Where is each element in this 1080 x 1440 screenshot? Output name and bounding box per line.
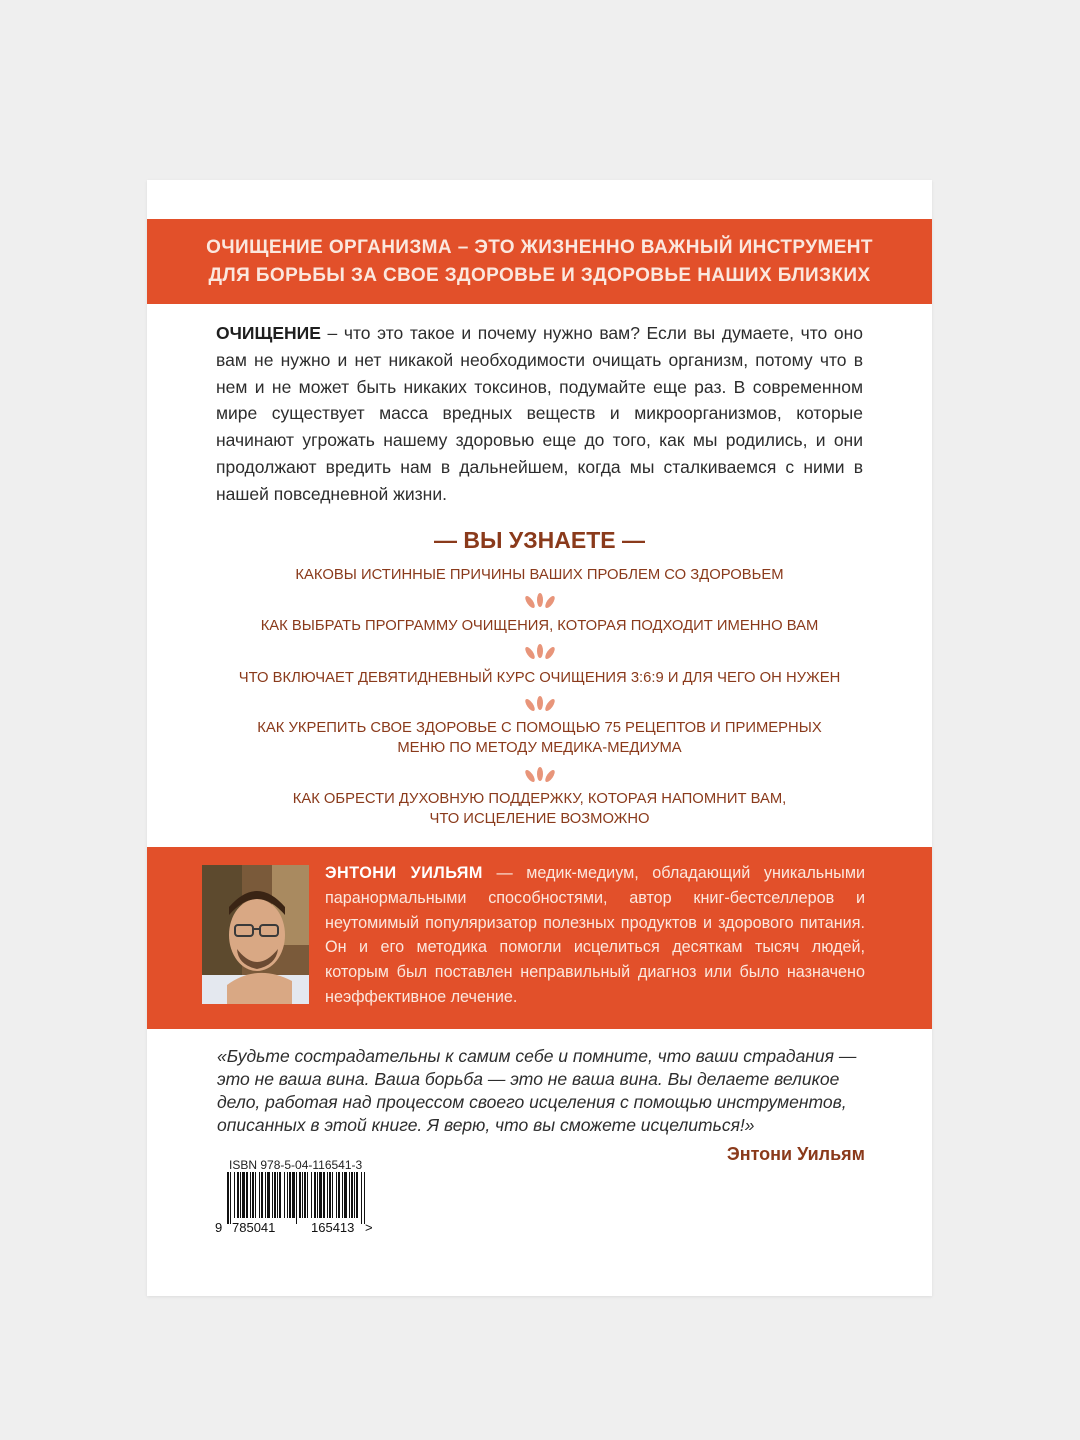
barcode-bar [259,1172,260,1218]
learn-item [207,616,872,636]
learn-section-title: — ВЫ УЗНАЕТЕ — [434,527,645,553]
intro-text: – что это такое и почему нужно вам? Если вы думаете, что оно вам не нужно и нет никакой необходимости очищать организм, потому что в нем и не может быть никаких токсинов, подумайте еще раз. В современном мире существует масса вредных веществ и микроорганизмов, которые начинают угрожать нашему здоровью еще до того, как мы родились, и они продолжают вредить нам в дальнейшем, когда мы сталкиваемся с ними в нашей повседневной жизни. [216,323,863,504]
barcode-bar [279,1172,281,1218]
learn-item-line-1: ЧТО ВКЛЮЧАЕТ ДЕВЯТИДНЕВНЫЙ КУРС ОЧИЩЕНИЯ 3:6:9 И ДЛЯ ЧЕГО ОН НУЖЕН [238,670,841,686]
barcode-bar [317,1172,318,1218]
author-quote: «Будьте сострадательны к самим себе и помните, что ваши страдания — это не ваша вина. Ваша борьба — это не ваша вина. Вы делаете великое дело, работая над процессом своего исцеления с помощью инструментов, описанных в этой книге. Я верю, что вы сможете исцелиться!» [217,1046,857,1135]
barcode-digit-lead: 9 [215,1220,223,1234]
barcode-bar [332,1172,333,1218]
barcode-bar [265,1172,266,1218]
barcode-bar [255,1172,256,1218]
barcode-bar [287,1172,288,1218]
barcode-bar [296,1172,297,1224]
barcode-bar [240,1172,241,1218]
learn-item-line-1: КАК ОБРЕСТИ ДУХОВНУЮ ПОДДЕРЖКУ, КОТОРАЯ НАПОМНИТ ВАМ, [292,791,787,807]
learn-item [207,718,872,758]
book-back-cover [147,180,932,1296]
barcode-bar [302,1172,303,1218]
barcode-bar [230,1172,231,1224]
barcode-bar [250,1172,251,1218]
learn-item [207,789,872,829]
barcode-bar [304,1172,306,1218]
top-banner [147,219,932,304]
barcode-bar [292,1172,295,1218]
barcode-bar [299,1172,301,1218]
learn-item-line-1: КАК УКРЕПИТЬ СВОЕ ЗДОРОВЬЕ С ПОМОЩЬЮ 75 РЕЦЕПТОВ И ПРИМЕРНЫХ [257,720,822,736]
isbn-label: ISBN 978-5-04-116541-3 [229,1158,363,1172]
author-name: ЭНТОНИ УИЛЬЯМ [325,864,483,882]
barcode-bar [311,1172,312,1218]
barcode-bar [277,1172,278,1218]
learn-item-line-1: КАК ВЫБРАТЬ ПРОГРАММУ ОЧИЩЕНИЯ, КОТОРАЯ ПОДХОДИТ ИМЕННО ВАМ [260,618,819,634]
barcode-digits-left: 785041 [232,1220,276,1234]
barcode-bar [329,1172,331,1218]
barcode-digits-right: 165413 [311,1220,355,1234]
author-bio [325,861,865,1010]
barcode-bar [349,1172,350,1218]
barcode-bar [314,1172,316,1218]
quote-author: Энтони Уильям [726,1144,865,1164]
leaf-divider-icon [515,693,565,713]
author-band [147,847,932,1029]
barcode-digit-trail: > [365,1220,373,1234]
barcode-bar [344,1172,347,1218]
barcode-bar [261,1172,263,1218]
barcode-bar [242,1172,245,1218]
intro-lead: ОЧИЩЕНИЕ [216,323,321,343]
barcode-bar [284,1172,285,1218]
author-bio-text: — медик-медиум, обладающий уникальными паранормальными способностями, автор книг-бестселлеров и неутомимый популяризатор полезных продуктов и здорового питания. Он и его методика помогли исцелиться десяткам тысяч людей, которым был поставлен неправильный диагноз или было назначено неэффективное лечение. [325,864,865,1006]
barcode-bar [252,1172,254,1218]
barcode-bar [289,1172,291,1218]
barcode-bar [327,1172,328,1218]
learn-item [207,565,872,585]
author-photo [202,865,309,1004]
barcode-bar [307,1172,308,1218]
barcode-bar [234,1172,235,1218]
barcode-bar [319,1172,322,1218]
barcode-bar [272,1172,273,1218]
barcode-bar [356,1172,358,1218]
barcode-bar [237,1172,239,1218]
barcode-bar [323,1172,325,1218]
banner-line-1: ОЧИЩЕНИЕ ОРГАНИЗМА – ЭТО ЖИЗНЕННО ВАЖНЫЙ ИНСТРУМЕНТ [206,236,873,258]
barcode-bar [342,1172,343,1218]
learn-item-line-1: КАКОВЫ ИСТИННЫЕ ПРИЧИНЫ ВАШИХ ПРОБЛЕМ СО ЗДОРОВЬЕМ [295,567,784,583]
barcode-bar [364,1172,365,1224]
banner-line-2: ДЛЯ БОРЬБЫ ЗА СВОЕ ЗДОРОВЬЕ И ЗДОРОВЬЕ НАШИХ БЛИЗКИХ [208,264,871,286]
barcode-bar [351,1172,353,1218]
barcode-bar [354,1172,355,1218]
barcode [215,1172,380,1234]
barcode-bar [267,1172,270,1218]
leaf-divider-icon [515,641,565,661]
barcode-bar [338,1172,340,1218]
learn-item [207,668,872,688]
leaf-divider-icon [515,764,565,784]
barcode-bar [274,1172,276,1218]
leaf-divider-icon [515,590,565,610]
barcode-bar [246,1172,248,1218]
intro-paragraph [216,320,863,508]
barcode-bar [227,1172,229,1224]
barcode-bar [361,1172,362,1224]
barcode-bar [336,1172,337,1218]
learn-item-line-2: МЕНЮ ПО МЕТОДУ МЕДИКА-МЕДИУМА [397,740,682,756]
learn-item-line-2: ЧТО ИСЦЕЛЕНИЕ ВОЗМОЖНО [429,811,650,827]
